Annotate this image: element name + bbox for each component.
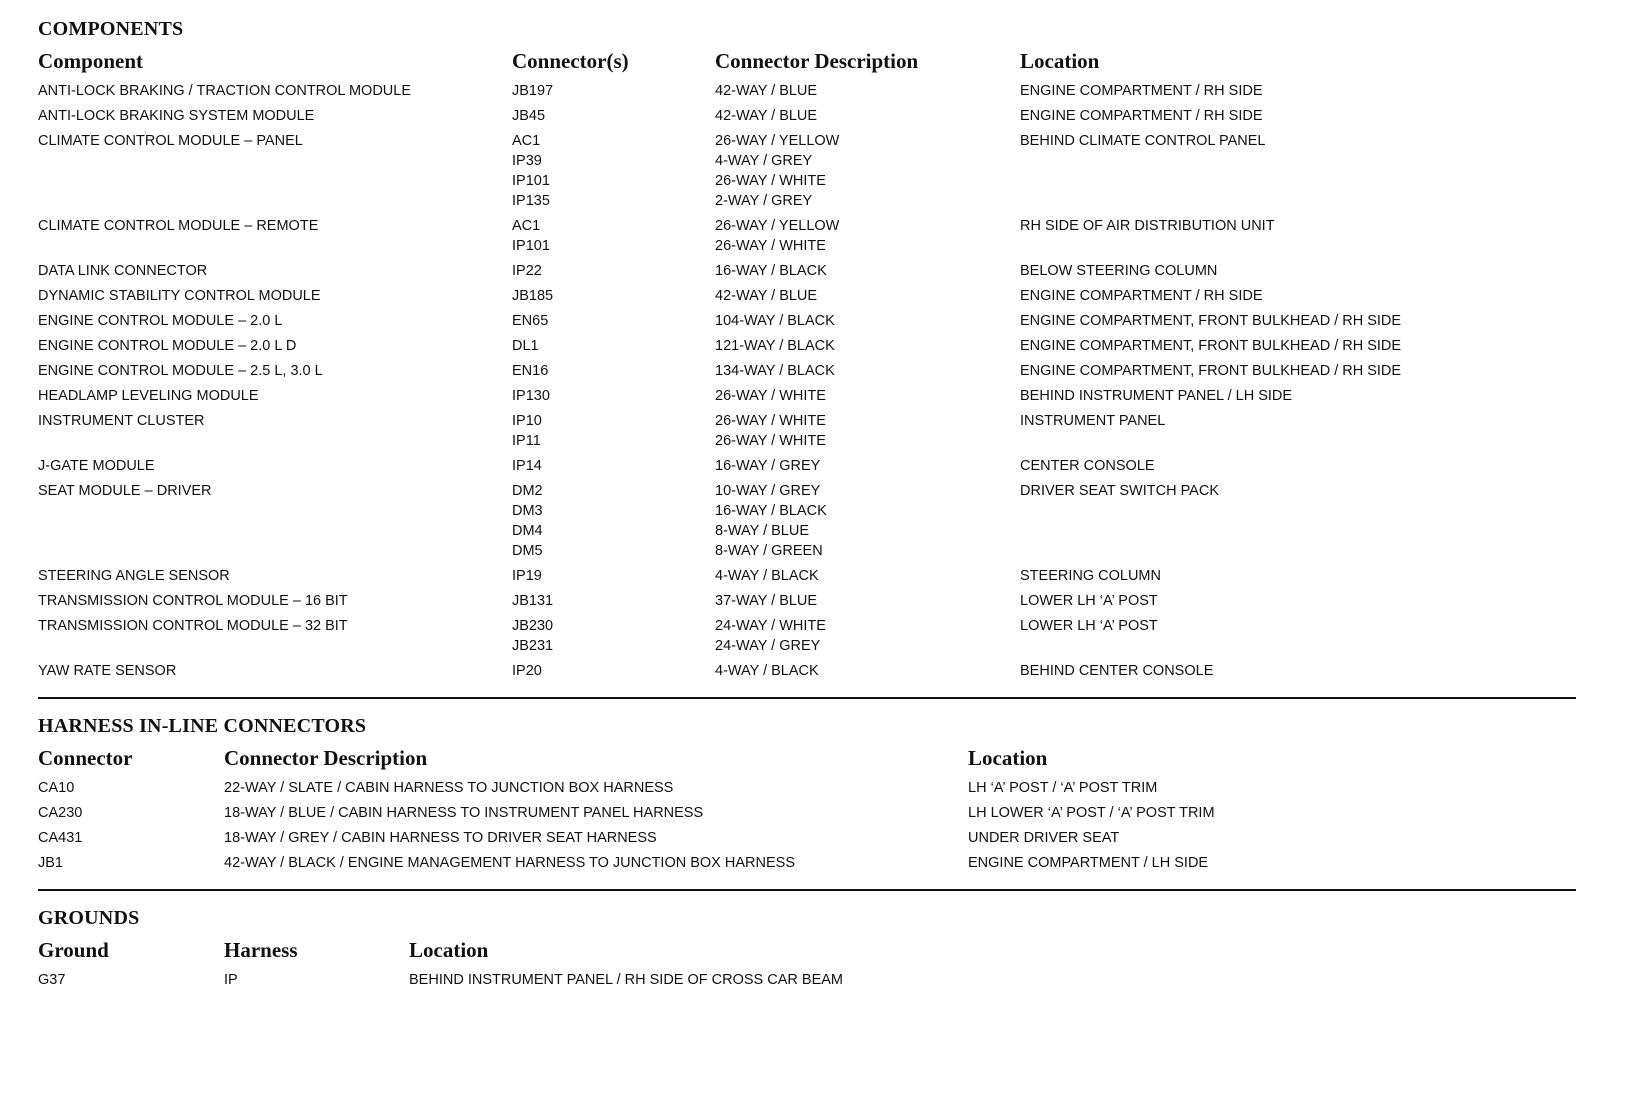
connector-description-line: 4-WAY / GREY — [715, 153, 813, 169]
header-connector: Connector — [38, 745, 133, 770]
connector-id-line: IP22 — [512, 263, 542, 279]
table-row — [38, 128, 1578, 213]
connector-description-line: 42-WAY / BLACK / ENGINE MANAGEMENT HARNESS TO JUNCTION BOX HARNESS — [224, 855, 795, 871]
component-name — [38, 408, 512, 453]
harness-id — [224, 967, 409, 992]
component-name-line: ANTI-LOCK BRAKING / TRACTION CONTROL MODULE — [38, 83, 412, 99]
component-name-line: DYNAMIC STABILITY CONTROL MODULE — [38, 288, 321, 304]
location — [1020, 103, 1578, 128]
connector-description — [715, 383, 1020, 408]
connector-id-line: JB1 — [38, 855, 63, 871]
components-title: COMPONENTS — [38, 18, 184, 40]
connector-id-line: JB185 — [512, 288, 554, 304]
connector-description-line: 37-WAY / BLUE — [715, 593, 818, 609]
connector-description — [715, 658, 1020, 683]
connector-description — [715, 453, 1020, 478]
component-name — [38, 658, 512, 683]
connector-id-line: JB131 — [512, 593, 554, 609]
component-name — [38, 283, 512, 308]
location — [1020, 333, 1578, 358]
location — [968, 800, 1578, 825]
table-row — [38, 103, 1578, 128]
component-name-line: TRANSMISSION CONTROL MODULE – 32 BIT — [38, 618, 348, 634]
connector-description-line: 18-WAY / GREY / CABIN HARNESS TO DRIVER SEAT HARNESS — [224, 830, 657, 846]
connector-id — [512, 383, 715, 408]
connector-description — [715, 408, 1020, 453]
location-line: LH ‘A’ POST / ‘A’ POST TRIM — [968, 780, 1158, 796]
harness-id-line: IP — [224, 972, 238, 988]
connector-description — [715, 258, 1020, 283]
connector-description — [715, 613, 1020, 658]
connector-id-line: CA230 — [38, 805, 83, 821]
connector-id — [512, 588, 715, 613]
table-row — [38, 453, 1578, 478]
connector-id-line: JB45 — [512, 108, 546, 124]
connector-description-line: 134-WAY / BLACK — [715, 363, 835, 379]
connector-description — [715, 333, 1020, 358]
component-name-line: ENGINE CONTROL MODULE – 2.5 L, 3.0 L — [38, 363, 323, 379]
connector-description-line: 42-WAY / BLUE — [715, 83, 818, 99]
connector-description-line: 18-WAY / BLUE / CABIN HARNESS TO INSTRUMENT PANEL HARNESS — [224, 805, 704, 821]
location — [409, 967, 1578, 992]
connector-id-line: EN16 — [512, 363, 549, 379]
table-row — [38, 308, 1578, 333]
connector-id-line: DM5 — [512, 543, 543, 559]
location — [1020, 78, 1578, 103]
location — [968, 775, 1578, 800]
location-line: BEHIND CLIMATE CONTROL PANEL — [1020, 133, 1266, 149]
component-name-line: SEAT MODULE – DRIVER — [38, 483, 212, 499]
header-connectors: Connector(s) — [512, 48, 629, 73]
connector-id — [512, 128, 715, 213]
location-line: ENGINE COMPARTMENT, FRONT BULKHEAD / RH SIDE — [1020, 363, 1402, 379]
connector-description — [715, 128, 1020, 213]
grounds-title: GROUNDS — [38, 907, 140, 929]
location — [968, 825, 1578, 850]
header-location: Location — [1020, 48, 1100, 73]
harness-body — [38, 775, 1578, 875]
component-name — [38, 103, 512, 128]
location — [1020, 213, 1578, 258]
connector-description-line: 121-WAY / BLACK — [715, 338, 835, 354]
connector-id-line: IP19 — [512, 568, 542, 584]
connector-description — [224, 850, 968, 875]
connector-description-line: 16-WAY / GREY — [715, 458, 821, 474]
connector-id-line: IP101 — [512, 238, 550, 254]
table-row — [38, 283, 1578, 308]
connector-id-line: EN65 — [512, 313, 549, 329]
header-ground: Ground — [38, 937, 109, 962]
location-line: LOWER LH ‘A’ POST — [1020, 593, 1158, 609]
location-line: ENGINE COMPARTMENT / LH SIDE — [968, 855, 1209, 871]
table-row — [38, 850, 1578, 875]
document-page — [38, 14, 1578, 992]
ground-id-line: G37 — [38, 972, 66, 988]
location — [968, 850, 1578, 875]
connector-id — [512, 408, 715, 453]
component-name — [38, 128, 512, 213]
connector-description — [715, 78, 1020, 103]
connector-description-line: 26-WAY / WHITE — [715, 413, 826, 429]
connector-description-line: 104-WAY / BLACK — [715, 313, 835, 329]
harness-table — [38, 741, 1578, 875]
table-row — [38, 383, 1578, 408]
connector-id-line: DL1 — [512, 338, 539, 354]
connector-description — [715, 308, 1020, 333]
connector-id — [38, 825, 224, 850]
component-name — [38, 258, 512, 283]
table-row — [38, 613, 1578, 658]
connector-id-line: JB231 — [512, 638, 554, 654]
grounds-header-row — [38, 933, 1578, 967]
header-location: Location — [968, 745, 1048, 770]
connector-description-line: 26-WAY / WHITE — [715, 433, 826, 449]
location-line: CENTER CONSOLE — [1020, 458, 1155, 474]
components-section — [38, 14, 1578, 683]
location — [1020, 658, 1578, 683]
header-connector-description: Connector Description — [224, 745, 428, 770]
connector-id-line: IP20 — [512, 663, 542, 679]
component-name-line: CLIMATE CONTROL MODULE – REMOTE — [38, 218, 319, 234]
component-name-line: J-GATE MODULE — [38, 458, 155, 474]
connector-description — [715, 588, 1020, 613]
location-line: LOWER LH ‘A’ POST — [1020, 618, 1158, 634]
connector-description-line: 4-WAY / BLACK — [715, 568, 819, 584]
ground-id — [38, 967, 224, 992]
harness-title: HARNESS IN-LINE CONNECTORS — [38, 715, 367, 737]
components-table — [38, 44, 1578, 683]
connector-id-line: IP11 — [512, 433, 541, 449]
harness-header-row — [38, 741, 1578, 775]
connector-id-line: IP39 — [512, 153, 542, 169]
connector-description — [715, 563, 1020, 588]
location — [1020, 453, 1578, 478]
component-name-line: ENGINE CONTROL MODULE – 2.0 L D — [38, 338, 297, 354]
component-name — [38, 358, 512, 383]
connector-description-line: 8-WAY / BLUE — [715, 523, 810, 539]
connector-id — [512, 478, 715, 563]
table-row — [38, 800, 1578, 825]
connector-description-line: 26-WAY / WHITE — [715, 238, 826, 254]
components-body — [38, 78, 1578, 683]
connector-id-line: IP130 — [512, 388, 550, 404]
location — [1020, 383, 1578, 408]
component-name-line: HEADLAMP LEVELING MODULE — [38, 388, 259, 404]
connector-id-line: CA431 — [38, 830, 83, 846]
connector-id — [512, 563, 715, 588]
connector-description-line: 42-WAY / BLUE — [715, 108, 818, 124]
component-name — [38, 383, 512, 408]
component-name-line: DATA LINK CONNECTOR — [38, 263, 208, 279]
connector-id — [512, 308, 715, 333]
connector-description — [715, 478, 1020, 563]
connector-id — [38, 775, 224, 800]
location-line: ENGINE COMPARTMENT / RH SIDE — [1020, 288, 1263, 304]
connector-description — [224, 800, 968, 825]
component-name — [38, 478, 512, 563]
connector-description-line: 26-WAY / YELLOW — [715, 218, 840, 234]
location — [1020, 613, 1578, 658]
connector-id — [512, 333, 715, 358]
connector-description-line: 26-WAY / YELLOW — [715, 133, 840, 149]
connector-id-line: AC1 — [512, 218, 541, 234]
connector-id — [512, 453, 715, 478]
connector-description-line: 16-WAY / BLACK — [715, 503, 827, 519]
header-component: Component — [38, 48, 144, 73]
connector-description-line: 24-WAY / GREY — [715, 638, 821, 654]
header-location: Location — [409, 937, 489, 962]
connector-id — [512, 78, 715, 103]
table-row — [38, 775, 1578, 800]
table-row — [38, 408, 1578, 453]
connector-description-line: 22-WAY / SLATE / CABIN HARNESS TO JUNCTION BOX HARNESS — [224, 780, 674, 796]
header-connector-description: Connector Description — [715, 48, 919, 73]
table-row — [38, 78, 1578, 103]
location — [1020, 358, 1578, 383]
location — [1020, 588, 1578, 613]
connector-description-line: 8-WAY / GREEN — [715, 543, 823, 559]
component-name — [38, 563, 512, 588]
location — [1020, 563, 1578, 588]
table-row — [38, 967, 1578, 992]
connector-id — [38, 850, 224, 875]
connector-id-line: IP135 — [512, 193, 550, 209]
component-name-line: TRANSMISSION CONTROL MODULE – 16 BIT — [38, 593, 348, 609]
location — [1020, 128, 1578, 213]
connector-id-line: DM4 — [512, 523, 543, 539]
location-line: ENGINE COMPARTMENT, FRONT BULKHEAD / RH SIDE — [1020, 313, 1402, 329]
connector-id — [512, 283, 715, 308]
component-name — [38, 613, 512, 658]
table-row — [38, 825, 1578, 850]
connector-id-line: JB230 — [512, 618, 554, 634]
connector-description-line: 4-WAY / BLACK — [715, 663, 819, 679]
connector-id-line: DM3 — [512, 503, 543, 519]
connector-description-line: 42-WAY / BLUE — [715, 288, 818, 304]
component-name-line: CLIMATE CONTROL MODULE – PANEL — [38, 133, 303, 149]
component-name-line: YAW RATE SENSOR — [38, 663, 177, 679]
component-name-line: ANTI-LOCK BRAKING SYSTEM MODULE — [38, 108, 315, 124]
component-name-line: STEERING ANGLE SENSOR — [38, 568, 230, 584]
location — [1020, 283, 1578, 308]
connector-id-line: CA10 — [38, 780, 75, 796]
connector-id — [512, 658, 715, 683]
connector-id-line: IP101 — [512, 173, 550, 189]
connector-id-line: AC1 — [512, 133, 541, 149]
component-name-line: ENGINE CONTROL MODULE – 2.0 L — [38, 313, 283, 329]
grounds-table — [38, 933, 1578, 992]
component-name-line: INSTRUMENT CLUSTER — [38, 413, 205, 429]
connector-description — [224, 825, 968, 850]
table-row — [38, 358, 1578, 383]
table-row — [38, 563, 1578, 588]
component-name — [38, 588, 512, 613]
connector-id — [512, 213, 715, 258]
table-row — [38, 478, 1578, 563]
connector-id-line: DM2 — [512, 483, 543, 499]
connector-id-line: JB197 — [512, 83, 554, 99]
table-row — [38, 333, 1578, 358]
connector-description — [715, 283, 1020, 308]
connector-id — [512, 103, 715, 128]
location-line: DRIVER SEAT SWITCH PACK — [1020, 483, 1219, 499]
location-line: STEERING COLUMN — [1020, 568, 1161, 584]
section-divider — [38, 889, 1576, 891]
component-name — [38, 213, 512, 258]
location-line: BEHIND CENTER CONSOLE — [1020, 663, 1214, 679]
grounds-body — [38, 967, 1578, 992]
location-line: RH SIDE OF AIR DISTRIBUTION UNIT — [1020, 218, 1275, 234]
location-line: ENGINE COMPARTMENT, FRONT BULKHEAD / RH SIDE — [1020, 338, 1402, 354]
connector-description-line: 2-WAY / GREY — [715, 193, 813, 209]
location-line: ENGINE COMPARTMENT / RH SIDE — [1020, 83, 1263, 99]
connector-id — [512, 613, 715, 658]
connector-description-line: 26-WAY / WHITE — [715, 388, 826, 404]
connector-id — [512, 358, 715, 383]
connector-description — [224, 775, 968, 800]
table-row — [38, 658, 1578, 683]
component-name — [38, 308, 512, 333]
connector-description-line: 16-WAY / BLACK — [715, 263, 827, 279]
location-line: BEHIND INSTRUMENT PANEL / RH SIDE OF CROSS CAR BEAM — [409, 972, 843, 988]
connector-id-line: IP14 — [512, 458, 542, 474]
location — [1020, 408, 1578, 453]
component-name — [38, 333, 512, 358]
component-name — [38, 453, 512, 478]
connector-description-line: 10-WAY / GREY — [715, 483, 821, 499]
location — [1020, 478, 1578, 563]
table-row — [38, 213, 1578, 258]
table-row — [38, 588, 1578, 613]
harness-section — [38, 711, 1578, 875]
location-line: UNDER DRIVER SEAT — [968, 830, 1120, 846]
location-line: LH LOWER ‘A’ POST / ‘A’ POST TRIM — [968, 805, 1215, 821]
component-name — [38, 78, 512, 103]
location-line: ENGINE COMPARTMENT / RH SIDE — [1020, 108, 1263, 124]
location — [1020, 258, 1578, 283]
location — [1020, 308, 1578, 333]
connector-description-line: 24-WAY / WHITE — [715, 618, 826, 634]
location-line: BELOW STEERING COLUMN — [1020, 263, 1218, 279]
connector-id — [38, 800, 224, 825]
connector-id-line: IP10 — [512, 413, 542, 429]
connector-description — [715, 213, 1020, 258]
components-header-row — [38, 44, 1578, 78]
table-row — [38, 258, 1578, 283]
header-harness: Harness — [224, 937, 298, 962]
location-line: BEHIND INSTRUMENT PANEL / LH SIDE — [1020, 388, 1293, 404]
connector-description-line: 26-WAY / WHITE — [715, 173, 826, 189]
grounds-section — [38, 903, 1578, 992]
connector-description — [715, 103, 1020, 128]
location-line: INSTRUMENT PANEL — [1020, 413, 1166, 429]
section-divider — [38, 697, 1576, 699]
connector-description — [715, 358, 1020, 383]
connector-id — [512, 258, 715, 283]
